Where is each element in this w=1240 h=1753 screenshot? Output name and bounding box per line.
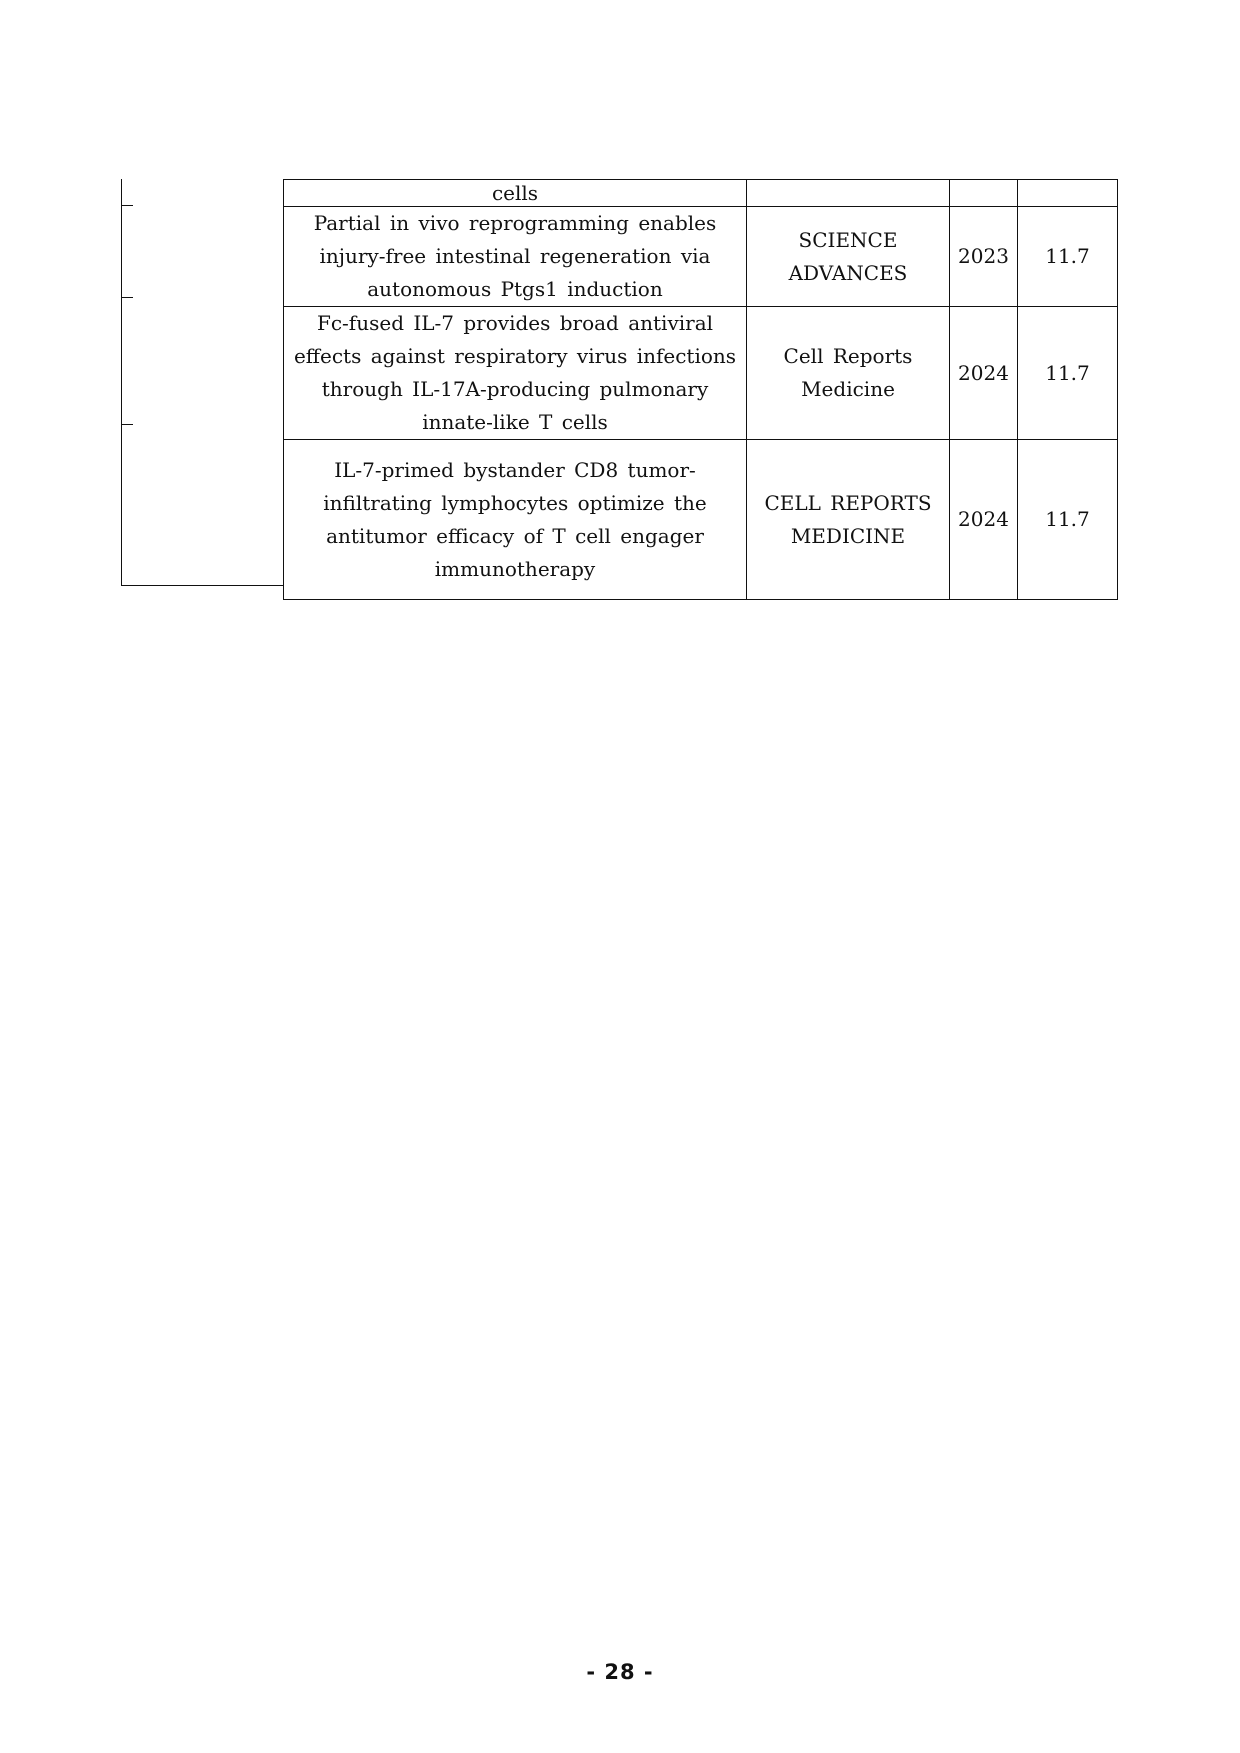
row-divider-tick bbox=[122, 424, 133, 425]
impact-factor: 11.7 bbox=[1018, 307, 1118, 440]
paper-title: Partial in vivo reprogramming enables injury-free intestinal regeneration via autonomous Ptgs1 induction bbox=[284, 207, 747, 307]
table-bottom-border bbox=[122, 585, 284, 586]
publication-year: 2024 bbox=[950, 440, 1018, 600]
impact-factor: 11.7 bbox=[1018, 440, 1118, 600]
paper-title: Fc-fused IL-7 provides broad antiviral effects against respiratory virus infections through IL-17A-producing pulmonary innate-like T cells bbox=[284, 307, 747, 440]
publication-year bbox=[950, 180, 1018, 207]
publication-year: 2023 bbox=[950, 207, 1018, 307]
journal-name bbox=[747, 180, 950, 207]
journal-name: CELL REPORTS MEDICINE bbox=[747, 440, 950, 600]
row-divider-tick bbox=[122, 297, 133, 298]
table-row bbox=[284, 207, 1118, 307]
paper-title: IL-7-primed bystander CD8 tumor-infiltrating lymphocytes optimize the antitumor efficacy of T cell engager immunotherapy bbox=[284, 440, 747, 600]
page-number: - 28 - bbox=[586, 1660, 654, 1684]
journal-name: SCIENCE ADVANCES bbox=[747, 207, 950, 307]
paper-title: cells bbox=[284, 180, 747, 207]
publication-table bbox=[283, 179, 1118, 600]
table-first-column bbox=[121, 179, 284, 586]
impact-factor bbox=[1018, 180, 1118, 207]
table-row bbox=[284, 307, 1118, 440]
impact-factor: 11.7 bbox=[1018, 207, 1118, 307]
table-row bbox=[284, 440, 1118, 600]
publication-year: 2024 bbox=[950, 307, 1018, 440]
journal-name: Cell Reports Medicine bbox=[747, 307, 950, 440]
table-row bbox=[284, 180, 1118, 207]
row-divider-tick bbox=[122, 205, 133, 206]
